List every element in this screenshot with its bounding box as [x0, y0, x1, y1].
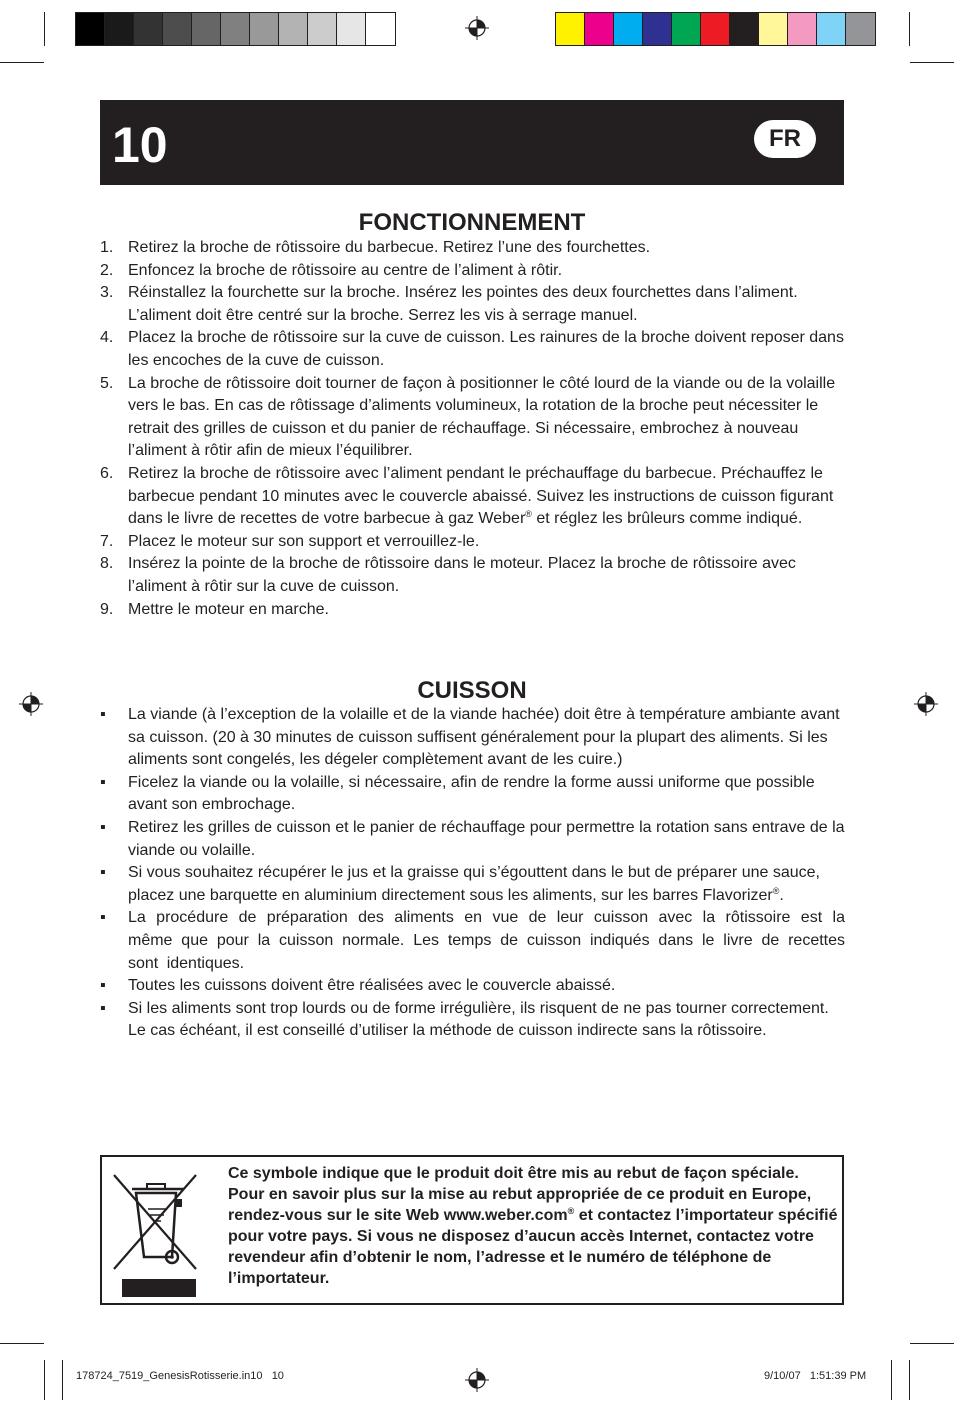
process-color-bar	[555, 12, 876, 46]
crossed-out-wheelie-bin-icon	[110, 1165, 200, 1299]
color-swatch	[221, 13, 250, 45]
list-item	[100, 463, 845, 531]
color-swatch	[759, 13, 788, 45]
disposal-notice-text	[228, 1163, 838, 1289]
print-slug-timestamp: 9/10/07 1:51:39 PM	[764, 1370, 867, 1382]
list-item	[100, 531, 845, 554]
tip-text: Toutes les cuissons doivent être réalisées avec le couvercle abaissé.	[128, 977, 616, 995]
step-number: 9.	[100, 600, 114, 618]
crop-mark	[910, 62, 954, 63]
operation-steps-list	[100, 237, 845, 621]
step-text: et réglez les brûleurs comme indiqué.	[531, 510, 803, 528]
crop-mark	[891, 1360, 892, 1400]
color-swatch	[817, 13, 846, 45]
step-number: 3.	[100, 284, 114, 302]
step-text: Mettre le moteur en marche.	[128, 600, 329, 618]
registration-mark-icon	[465, 16, 489, 40]
color-swatch	[105, 13, 134, 45]
list-item	[100, 975, 845, 998]
step-number: 1.	[100, 239, 114, 256]
tip-text: Si vous souhaitez récupérer le jus et la graisse qui s’égouttent dans le but de préparer une sauce, placez une barquette en aluminium directement sous les aliments, sur les barres Flavorizer	[128, 864, 820, 904]
list-item	[100, 907, 845, 975]
registration-mark-icon	[914, 692, 938, 716]
tip-text: La procédure de préparation des aliments en vue de leur cuisson avec la rôtissoire est la même que pour la cuisson normale. Les temps de cuisson indiqués dans le livre de recettes sont identiques.	[128, 909, 845, 972]
step-text: La broche de rôtissoire doit tourner de façon à positionner le côté lourd de la viande ou de la volaille vers le bas. En cas de rôtissage d’aliments volumineux, la rotation de la broche peut nécessiter le retrait des grilles de cuisson et du panier de réchauffage. Si nécessaire, embrochez à nouveau l’aliment à rôtir afin de mieux l’équilibrer.	[128, 374, 836, 460]
list-item	[100, 817, 845, 862]
step-text: Enfoncez la broche de rôtissoire au centre de l’aliment à rôtir.	[128, 261, 563, 279]
print-slug-filename: 178724_7519_GenesisRotisserie.in10 10	[76, 1370, 284, 1382]
crop-mark	[909, 12, 910, 46]
step-number: 4.	[100, 329, 114, 347]
crop-mark	[0, 62, 44, 63]
weee-disposal-notice	[100, 1155, 844, 1305]
color-swatch	[279, 13, 308, 45]
color-swatch	[366, 13, 395, 45]
color-swatch	[672, 13, 701, 45]
color-swatch	[556, 13, 585, 45]
step-text: Placez la broche de rôtissoire sur la cuve de cuisson. Les rainures de la broche doivent reposer dans les encoches de la cuve de cuisson.	[128, 329, 844, 369]
step-text: Retirez la broche de rôtissoire avec l’aliment pendant le préchauffage du barbecue. Préchauffez le barbecue pendant 10 minutes avec le couvercle abaissé. Suivez les instructions de cuisson figurant dans le livre de recettes de votre barbecue à gaz Weber	[128, 464, 834, 528]
list-item	[100, 373, 845, 463]
crop-mark	[0, 1343, 44, 1344]
bullet-icon: ▪	[100, 864, 106, 882]
step-text: Réinstallez la fourchette sur la broche. Insérez les pointes des deux fourchettes dans l’aliment. L’aliment doit être centré sur la broche. Serrez les vis à serrage manuel.	[128, 284, 798, 324]
color-swatch	[337, 13, 366, 45]
color-swatch	[643, 13, 672, 45]
list-item	[100, 862, 845, 907]
section-title-cuisson: CUISSON	[417, 677, 527, 704]
bullet-icon: ▪	[100, 773, 106, 791]
crop-mark	[910, 1343, 954, 1344]
page-number: 10	[112, 117, 168, 173]
step-number: 2.	[100, 261, 114, 279]
crop-mark	[909, 1360, 910, 1400]
step-text: Placez le moteur sur son support et verrouillez-le.	[128, 532, 480, 550]
list-item	[100, 260, 845, 283]
registration-mark-icon	[465, 1368, 489, 1392]
color-swatch	[76, 13, 105, 45]
bullet-icon: ▪	[100, 999, 106, 1017]
bullet-icon: ▪	[100, 706, 106, 723]
registered-mark: ®	[567, 1206, 575, 1216]
step-number: 5.	[100, 374, 114, 392]
color-swatch	[134, 13, 163, 45]
list-item	[100, 237, 845, 260]
color-swatch	[308, 13, 337, 45]
page-header	[100, 100, 844, 185]
list-item	[100, 327, 845, 372]
notice-text-part: Ce symbole indique que le produit doit être mis au rebut de façon spéciale. Pour en savoir plus sur la mise au rebut appropriée de ce produit en Europe, rendez-vous sur le site Web www.weber.com	[228, 1165, 812, 1224]
tip-text: La viande (à l’exception de la volaille et de la viande hachée) doit être à température ambiante avant sa cuisson. (20 à 30 minutes de cuisson suffisent généralement pour la plupart des aliments. Si les aliments sont congelés, les dégeler complètement avant de les cuire.)	[128, 706, 840, 769]
tip-text: .	[779, 886, 784, 904]
step-text: Retirez la broche de rôtissoire du barbecue. Retirez l’une des fourchettes.	[128, 239, 651, 256]
registered-mark: ®	[525, 509, 532, 520]
step-number: 6.	[100, 464, 114, 482]
cooking-tips-list	[100, 704, 845, 1043]
color-swatch	[846, 13, 875, 45]
list-item	[100, 704, 845, 772]
list-item	[100, 553, 845, 598]
step-text: Insérez la pointe de la broche de rôtissoire dans le moteur. Placez la broche de rôtissoire avec l’aliment à rôtir sur la cuve de cuisson.	[128, 555, 796, 595]
list-item	[100, 282, 845, 327]
tip-text: Retirez les grilles de cuisson et le panier de réchauffage pour permettre la rotation sans entrave de la viande ou volaille.	[128, 818, 845, 859]
tip-text: Ficelez la viande ou la volaille, si nécessaire, afin de rendre la forme aussi uniforme que possible avant son embrochage.	[128, 773, 815, 814]
color-swatch	[701, 13, 730, 45]
notice-text-part: et contactez l’importateur spécifié pour votre pays. Si vous ne disposez d’aucun accès Internet, contactez votre revendeur afin d’obtenir le nom, l’adresse et le numéro de téléphone de l’importateur.	[228, 1207, 838, 1287]
color-swatch	[163, 13, 192, 45]
color-swatch	[250, 13, 279, 45]
tip-text: Si les aliments sont trop lourds ou de forme irrégulière, ils risquent de ne pas tourner correctement. Le cas échéant, il est conseillé d’utiliser la méthode de cuisson indirecte sans la rôtissoire.	[128, 999, 829, 1040]
grayscale-color-bar	[75, 12, 396, 46]
color-swatch	[614, 13, 643, 45]
crop-mark	[44, 12, 45, 46]
section-title-fonctionnement: FONCTIONNEMENT	[358, 209, 586, 236]
registered-mark: ®	[772, 885, 780, 896]
bullet-icon: ▪	[100, 818, 106, 836]
crop-mark	[62, 1360, 63, 1400]
language-badge: FR	[754, 120, 816, 158]
color-swatch	[788, 13, 817, 45]
step-number: 7.	[100, 532, 114, 550]
list-item	[100, 998, 845, 1043]
step-number: 8.	[100, 555, 114, 573]
list-item	[100, 599, 845, 622]
bullet-icon: ▪	[100, 909, 106, 927]
color-swatch	[192, 13, 221, 45]
registration-mark-icon	[19, 692, 43, 716]
crop-mark	[44, 1360, 45, 1400]
color-swatch	[585, 13, 614, 45]
list-item	[100, 772, 845, 817]
bullet-icon: ▪	[100, 977, 106, 995]
color-swatch	[730, 13, 759, 45]
